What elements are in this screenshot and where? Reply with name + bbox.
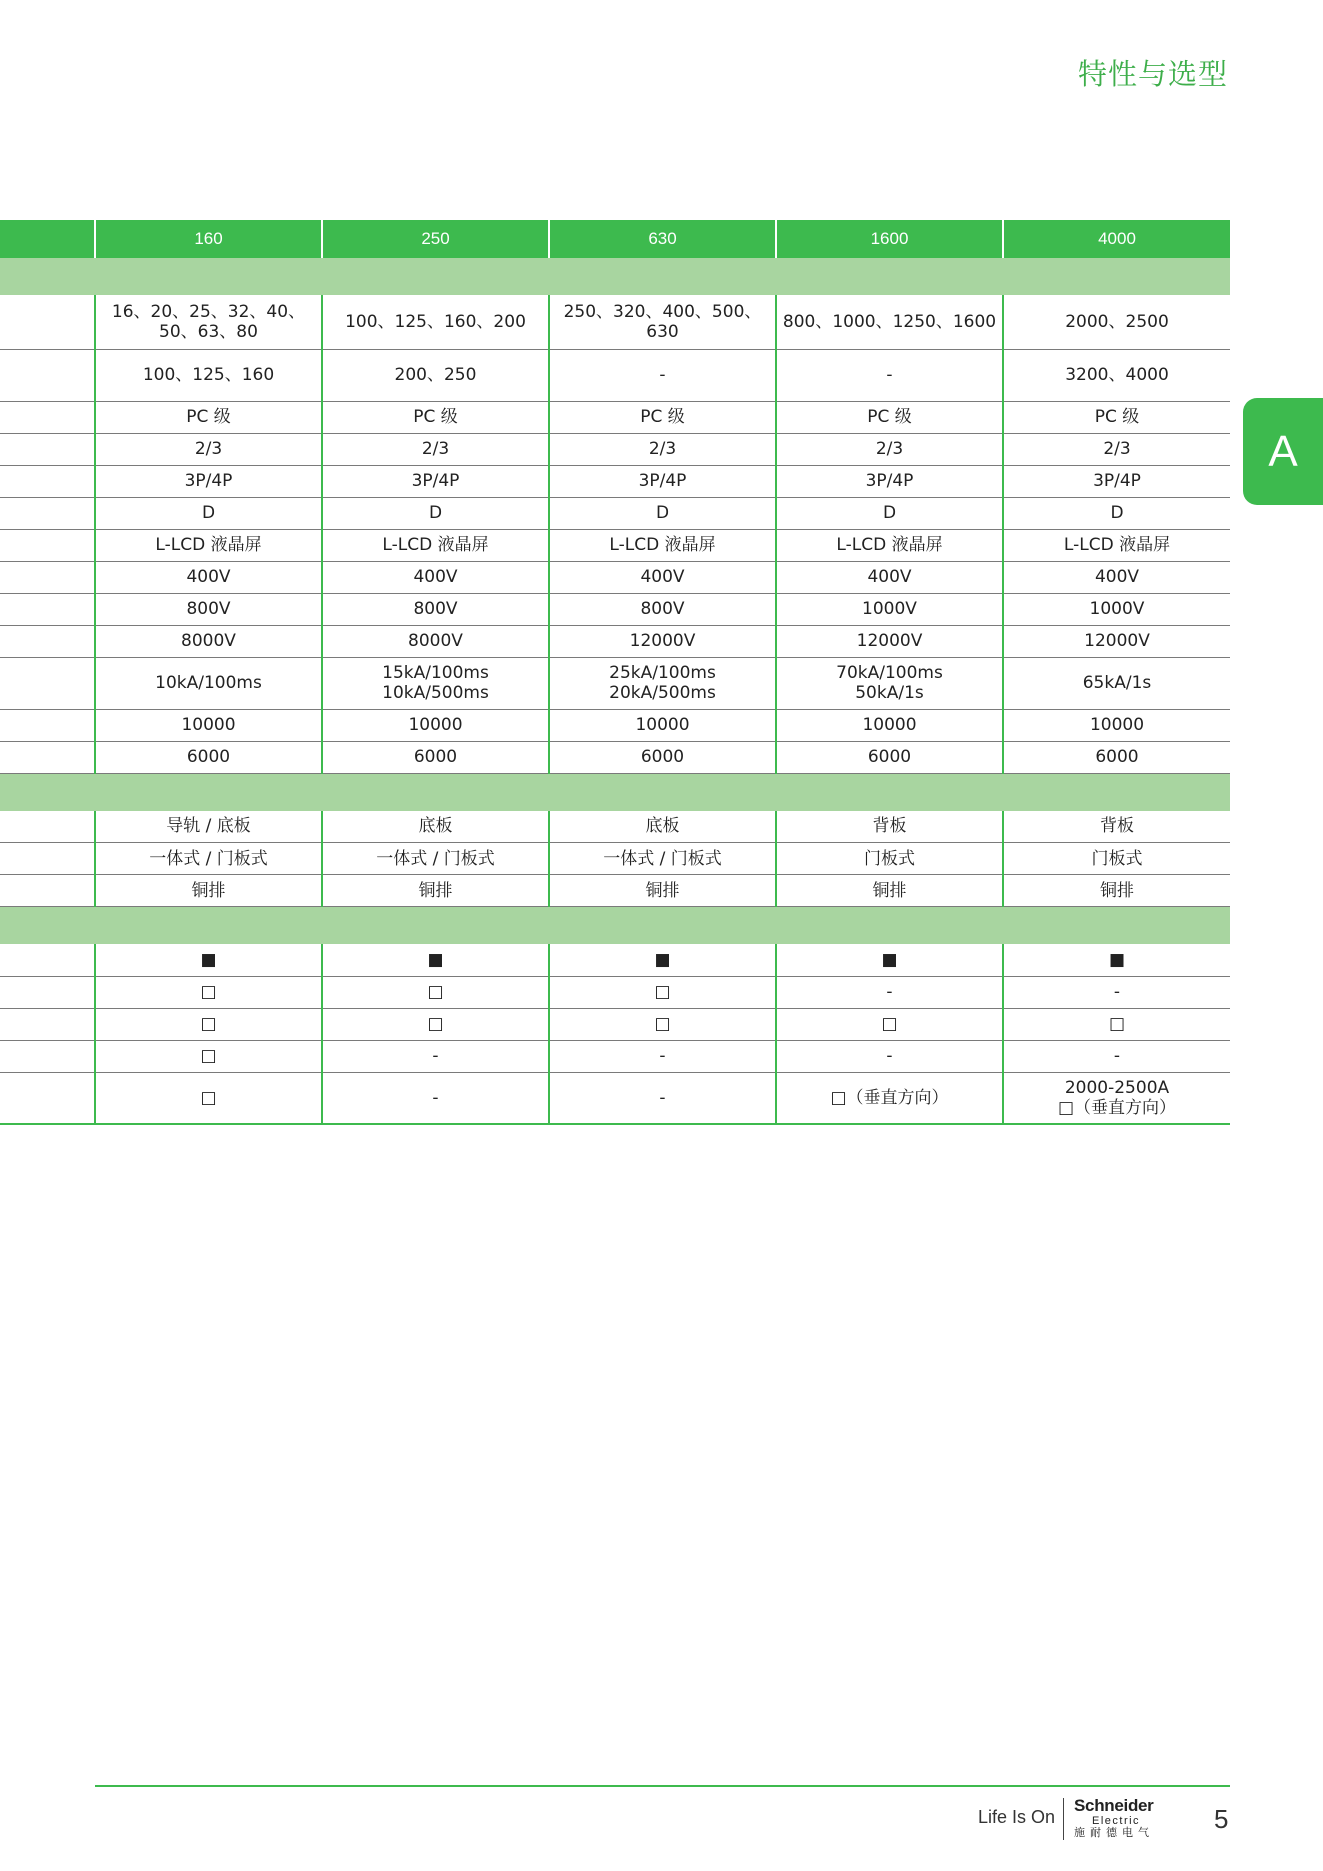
page-number: 5 [1214,1804,1229,1834]
table-cell: □（垂直方向） [776,1072,1003,1124]
table-cell: 2/3 [95,433,322,465]
table-row [0,401,1230,433]
header-cell: 160 [95,220,322,258]
table-cell: ■ [776,944,1003,976]
table-cell: □ [549,1008,776,1040]
table-cell: L-LCD 液晶屏 [322,529,549,561]
table-cell: L-LCD 液晶屏 [549,529,776,561]
spec-table [0,220,1230,1125]
table-cell: 800、1000、1250、1600 [776,295,1003,349]
table-cell: - [322,1072,549,1124]
row-label-cell [0,811,95,843]
row-label-cell [0,1008,95,1040]
logo-brand: Schneider [1074,1796,1154,1815]
table-cell: □ [95,976,322,1008]
band-cell [776,258,1003,295]
section-band-row [0,907,1230,945]
table-cell: - [1003,1040,1230,1072]
table-cell: 2/3 [1003,433,1230,465]
band-cell [95,258,322,295]
row-label-cell [0,433,95,465]
row-label-cell [0,741,95,773]
band-cell [549,773,776,811]
table-cell: 2000、2500 [1003,295,1230,349]
table-row [0,944,1230,976]
table-cell: 100、125、160、200 [322,295,549,349]
row-label-cell [0,349,95,401]
table-cell: ■ [95,944,322,976]
table-cell: PC 级 [549,401,776,433]
table-cell: 底板 [549,811,776,843]
table-cell: 铜排 [95,875,322,907]
table-cell: □ [776,1008,1003,1040]
table-cell: 一体式 / 门板式 [549,843,776,875]
table-cell: D [549,497,776,529]
table-cell: D [776,497,1003,529]
row-label-cell [0,465,95,497]
logo-sub: Electric [1092,1815,1141,1827]
section-tab[interactable] [1243,398,1323,505]
table-cell: 2/3 [322,433,549,465]
row-label-cell [0,976,95,1008]
band-cell [776,773,1003,811]
table-header-row [0,220,1230,258]
page-section-title: 特性与选型 [1077,57,1228,91]
table-row [0,657,1230,709]
table-cell: 10000 [1003,709,1230,741]
row-label-cell [0,401,95,433]
band-cell [322,907,549,945]
table-cell: L-LCD 液晶屏 [95,529,322,561]
table-cell: - [1003,976,1230,1008]
table-cell: 10000 [322,709,549,741]
row-label-cell [0,709,95,741]
table-row [0,625,1230,657]
table-row [0,843,1230,875]
table-cell: 25kA/100ms 20kA/500ms [549,657,776,709]
table-cell: 铜排 [322,875,549,907]
table-cell: ■ [1003,944,1230,976]
row-label-cell [0,529,95,561]
table-cell: 导轨 / 底板 [95,811,322,843]
table-cell: 6000 [95,741,322,773]
table-cell: 12000V [776,625,1003,657]
table-cell: 6000 [1003,741,1230,773]
band-cell [0,773,95,811]
schneider-logo [1074,1797,1184,1841]
row-label-cell [0,1040,95,1072]
table-cell: 铜排 [1003,875,1230,907]
table-cell: - [549,349,776,401]
footer-separator [1063,1798,1064,1840]
band-cell [1003,258,1230,295]
header-cell: 1600 [776,220,1003,258]
table-cell: 3P/4P [322,465,549,497]
table-cell: - [776,349,1003,401]
table-row [0,529,1230,561]
band-cell [322,258,549,295]
table-cell: 65kA/1s [1003,657,1230,709]
table-cell: 2/3 [776,433,1003,465]
table-cell: 800V [322,593,549,625]
table-cell: □ [95,1008,322,1040]
table-cell: PC 级 [322,401,549,433]
table-row [0,1040,1230,1072]
section-band-row [0,773,1230,811]
table-cell: 3P/4P [549,465,776,497]
table-row [0,593,1230,625]
band-cell [549,258,776,295]
table-row [0,1008,1230,1040]
table-row [0,497,1230,529]
table-cell: 10kA/100ms [95,657,322,709]
table-cell: □ [95,1072,322,1124]
table-cell: 800V [549,593,776,625]
band-cell [95,907,322,945]
table-cell: 门板式 [776,843,1003,875]
table-row [0,433,1230,465]
row-label-cell [0,657,95,709]
band-cell [0,907,95,945]
table-cell: 250、320、400、500、630 [549,295,776,349]
table-cell: 8000V [95,625,322,657]
table-cell: D [322,497,549,529]
section-tab-letter: A [1268,426,1298,476]
table-cell: L-LCD 液晶屏 [776,529,1003,561]
table-cell: - [549,1072,776,1124]
table-cell: 背板 [776,811,1003,843]
table-cell: 铜排 [776,875,1003,907]
table-cell: □ [1003,1008,1230,1040]
table-cell: 3P/4P [95,465,322,497]
band-cell [776,907,1003,945]
table-cell: 100、125、160 [95,349,322,401]
table-cell: □ [322,976,549,1008]
table-cell: 10000 [776,709,1003,741]
table-cell: 一体式 / 门板式 [95,843,322,875]
header-cell: 630 [549,220,776,258]
band-cell [0,258,95,295]
table-cell: 200、250 [322,349,549,401]
band-cell [549,907,776,945]
table-cell: 10000 [95,709,322,741]
table-cell: - [322,1040,549,1072]
table-row [0,561,1230,593]
table-row [0,349,1230,401]
table-row [0,741,1230,773]
table-cell: 门板式 [1003,843,1230,875]
table-cell: D [1003,497,1230,529]
table-cell: 6000 [776,741,1003,773]
table-cell: 15kA/100ms 10kA/500ms [322,657,549,709]
row-label-cell [0,625,95,657]
table-row [0,976,1230,1008]
table-cell: □ [549,976,776,1008]
table-row [0,875,1230,907]
table-cell: 400V [1003,561,1230,593]
band-cell [95,773,322,811]
header-label-cell [0,220,95,258]
table-cell: 2000-2500A □（垂直方向） [1003,1072,1230,1124]
table-row [0,1072,1230,1124]
table-cell: PC 级 [95,401,322,433]
band-cell [1003,773,1230,811]
table-cell: D [95,497,322,529]
table-cell: 70kA/100ms 50kA/1s [776,657,1003,709]
table-row [0,709,1230,741]
row-label-cell [0,593,95,625]
footer-divider [95,1785,1230,1787]
table-row [0,295,1230,349]
table-cell: 2/3 [549,433,776,465]
table-cell: 6000 [322,741,549,773]
table-cell: 6000 [549,741,776,773]
table-cell: 400V [322,561,549,593]
header-cell: 4000 [1003,220,1230,258]
table-cell: ■ [549,944,776,976]
row-label-cell [0,1072,95,1124]
table-cell: PC 级 [1003,401,1230,433]
table-cell: 10000 [549,709,776,741]
row-label-cell [0,843,95,875]
table-cell: 1000V [1003,593,1230,625]
table-cell: 8000V [322,625,549,657]
table-cell: L-LCD 液晶屏 [1003,529,1230,561]
table-cell: PC 级 [776,401,1003,433]
row-label-cell [0,497,95,529]
row-label-cell [0,875,95,907]
row-label-cell [0,944,95,976]
table-cell: 3P/4P [776,465,1003,497]
row-label-cell [0,295,95,349]
table-cell: 400V [95,561,322,593]
section-band-row [0,258,1230,295]
table-cell: 3200、4000 [1003,349,1230,401]
table-cell: - [549,1040,776,1072]
table-cell: - [776,1040,1003,1072]
table-cell: 16、20、25、32、40、50、63、80 [95,295,322,349]
table-cell: 12000V [549,625,776,657]
table-cell: □ [95,1040,322,1072]
band-cell [1003,907,1230,945]
table-cell: 1000V [776,593,1003,625]
table-cell: 400V [776,561,1003,593]
logo-cn: 施耐德电气 [1074,1827,1154,1839]
band-cell [322,773,549,811]
table-cell: - [776,976,1003,1008]
table-cell: 底板 [322,811,549,843]
table-cell: 800V [95,593,322,625]
table-row [0,465,1230,497]
header-cell: 250 [322,220,549,258]
footer-slogan: Life Is On [978,1807,1056,1827]
table-row [0,811,1230,843]
table-cell: □ [322,1008,549,1040]
table-cell: 3P/4P [1003,465,1230,497]
row-label-cell [0,561,95,593]
table-cell: 背板 [1003,811,1230,843]
table-cell: 400V [549,561,776,593]
table-cell: 12000V [1003,625,1230,657]
table-cell: 一体式 / 门板式 [322,843,549,875]
table-cell: 铜排 [549,875,776,907]
table-cell: ■ [322,944,549,976]
